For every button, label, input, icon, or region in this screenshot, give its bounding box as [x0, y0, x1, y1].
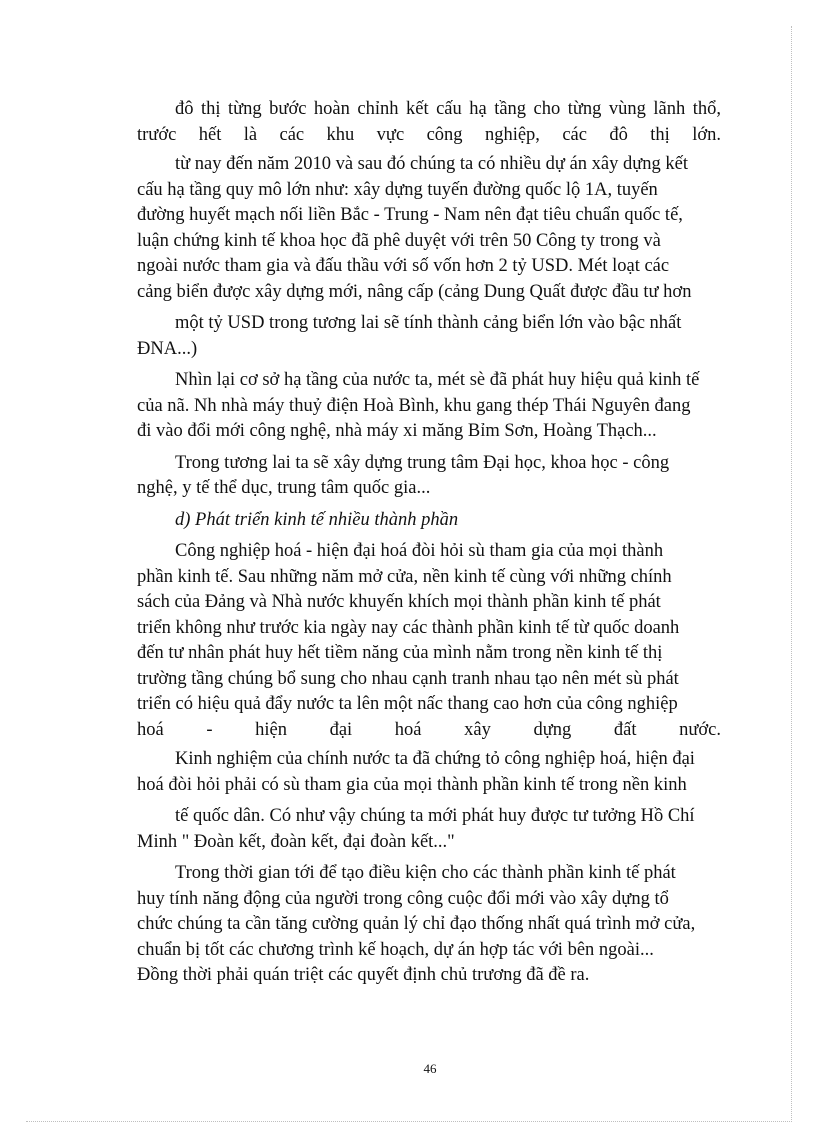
text-line: Trong tương lai ta sẽ xây dựng trung tâm Đại học, khoa học - công: [175, 452, 670, 473]
text-line: chức chúng ta cần tăng cường quản lý chỉ đạo thống nhất quá trình mở cửa,: [137, 914, 696, 934]
document-body: [137, 97, 721, 989]
text-line: Nhìn lại cơ sở hạ tầng của nước ta, mét sè đã phát huy hiệu quả kinh tế: [175, 370, 700, 390]
text-line: đến tư nhân phát huy hết tiềm năng của mình nằm trong nền kinh tế thị: [137, 643, 663, 663]
text-line: ngoài nước tham gia và đấu thầu với số vốn hơn 2 tỷ USD. Mét loạt các: [137, 256, 670, 276]
text-line: đi vào đổi mới công nghệ, nhà máy xi măng Bỉm Sơn, Hoàng Thạch...: [137, 421, 657, 441]
text-line: nghệ, y tế thể dục, trung tâm quốc gia...: [137, 478, 431, 498]
text-line: Đồng thời phải quán triệt các quyết định chủ trương đã đề ra.: [137, 965, 590, 985]
text-line: huy tính năng động của người trong công cuộc đổi mới vào xây dựng tổ: [137, 888, 669, 909]
text-line: triển không như trước kia ngày nay các thành phần kinh tế từ quốc doanh: [137, 617, 680, 638]
text-line: một tỷ USD trong tương lai sẽ tính thành cảng biển lớn vào bậc nhất: [175, 313, 682, 333]
text-line: tế quốc dân. Có như vậy chúng ta mới phát huy được tư tưởng Hồ Chí: [175, 806, 695, 826]
text-line: từ nay đến năm 2010 và sau đó chúng ta có nhiều dự án xây dựng kết: [175, 154, 689, 174]
text-line: Trong thời gian tới để tạo điều kiện cho các thành phần kinh tế phát: [175, 863, 676, 883]
text-line: Công nghiệp hoá - hiện đại hoá đòi hỏi sù tham gia của mọi thành: [175, 541, 664, 561]
text-line: đô thị từng bước hoàn chỉnh kết cấu hạ tầng cho từng vùng lãnh thổ,: [175, 99, 721, 119]
text-line: chuẩn bị tốt các chương trình kế hoạch, dự án hợp tác với bên ngoài...: [137, 939, 654, 960]
text-line: Minh " Đoàn kết, đoàn kết, đại đoàn kết...": [137, 831, 455, 852]
section-heading: d) Phát triển kinh tế nhiều thành phần: [175, 509, 459, 530]
text-line: phần kinh tế. Sau những năm mở cửa, nền kinh tế cùng với những chính: [137, 566, 672, 587]
text-line: triển có hiệu quả đẩy nước ta lên một nấc thang cao hơn của công nghiệp: [137, 694, 678, 714]
text-line: của nã. Nh nhà máy thuỷ điện Hoà Bình, khu gang thép Thái Nguyên đang: [137, 395, 691, 416]
page-number: 46: [423, 1061, 437, 1076]
text-line: cấu hạ tầng quy mô lớn như: xây dựng tuyến đường quốc lộ 1A, tuyến: [137, 179, 658, 200]
text-line: đường huyết mạch nối liền Bắc - Trung - Nam nên đạt tiêu chuẩn quốc tế,: [137, 205, 683, 225]
text-line: Kinh nghiệm của chính nước ta đã chứng tỏ công nghiệp hoá, hiện đại: [175, 749, 695, 769]
text-line: trường tầng chúng bổ sung cho nhau cạnh tranh nhau tạo nên mét sù phát: [137, 668, 679, 689]
text-line: hoá - hiện đại hoá xây dựng đất nước.: [137, 719, 721, 740]
text-line: luận chứng kinh tế khoa học đã phê duyệt với trên 50 Công ty trong và: [137, 230, 661, 251]
text-line: sách của Đảng và Nhà nước khuyến khích mọi thành phần kinh tế phát: [137, 592, 661, 612]
text-line: trước hết là các khu vực công nghiệp, các đô thị lớn.: [137, 124, 721, 145]
text-line: hoá đòi hỏi phải có sù tham gia của mọi thành phần kinh tế trong nền kinh: [137, 774, 687, 795]
text-line: cảng biển được xây dựng mới, nâng cấp (cảng Dung Quất được đầu tư hơn: [137, 281, 692, 302]
text-line: ĐNA...): [137, 338, 198, 359]
